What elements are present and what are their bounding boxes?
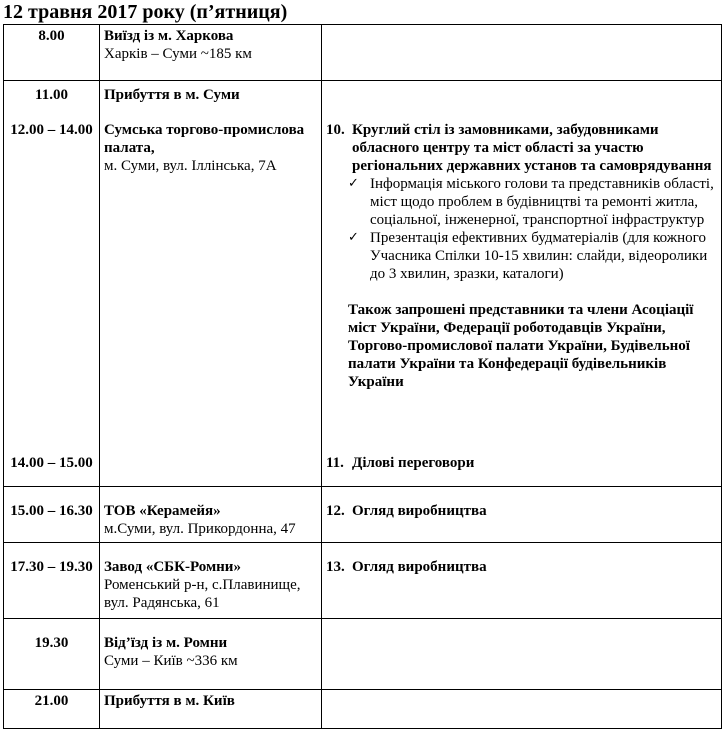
list-item	[348, 175, 721, 229]
list-item	[348, 229, 721, 283]
activity-points	[326, 175, 721, 283]
place-subtitle: Роменський р-н, с.Плавинище, вул. Радянська, 61	[104, 577, 301, 611]
table-row	[4, 487, 722, 543]
table-row	[4, 690, 722, 729]
place-subtitle: м.Суми, вул. Прикордонна, 47	[104, 521, 296, 537]
time-cell: 19.30	[4, 619, 100, 690]
place-cell	[100, 487, 322, 543]
activity-heading	[326, 558, 721, 576]
activity-heading	[326, 502, 721, 520]
place-cell	[100, 81, 322, 119]
check-mark-icon: ✓	[348, 175, 359, 191]
activity-cell	[322, 25, 722, 81]
activity-cell	[322, 452, 722, 487]
place-cell	[100, 543, 322, 619]
table-row	[4, 619, 722, 690]
activity-cell	[322, 81, 722, 119]
activity-cell	[322, 690, 722, 729]
table-row	[4, 25, 722, 81]
place-title: Сумська торгово-промислова палата,	[104, 121, 305, 156]
place-title: Завод «СБК-Ромни»	[104, 559, 241, 575]
activity-cell	[322, 543, 722, 619]
place-subtitle: м. Суми, вул. Іллінська, 7А	[104, 157, 277, 174]
place-cell	[100, 452, 322, 487]
activity-title: Огляд виробництва	[352, 503, 487, 519]
place-title: Прибуття в м. Суми	[104, 87, 240, 103]
time-cell: 17.30 – 19.30	[4, 543, 100, 619]
place-title: Від’їзд із м. Ромни	[104, 635, 228, 651]
table-row	[4, 452, 722, 487]
place-title: ТОВ «Керамейя»	[104, 503, 221, 519]
place-title: Прибуття в м. Київ	[104, 693, 235, 709]
table-row	[4, 543, 722, 619]
time-cell: 8.00	[4, 25, 100, 81]
page-title: 12 травня 2017 року (п’ятниця)	[3, 1, 288, 23]
time-cell: 15.00 – 16.30	[4, 487, 100, 543]
place-cell	[100, 119, 322, 452]
list-item-text: Інформація міського голови та представників області, міст щодо проблем в будівництві та ремонті житла, соціальної, інженерної, транспортної інфраструктур	[370, 175, 714, 228]
activity-heading	[326, 121, 721, 175]
place-cell	[100, 25, 322, 81]
activity-heading	[326, 454, 721, 472]
place-title: Виїзд із м. Харкова	[104, 28, 234, 44]
table-row	[4, 119, 722, 452]
activity-title: Круглий стіл із замовниками, забудовниками обласного центру та міст області за участю регіональних державних установ та самоврядування	[352, 121, 712, 174]
check-mark-icon: ✓	[348, 229, 359, 245]
place-subtitle: Харків – Суми ~185 км	[104, 46, 252, 62]
place-cell	[100, 619, 322, 690]
activity-number: 11.	[326, 454, 344, 471]
activity-number: 12.	[326, 503, 345, 519]
activity-title: Ділові переговори	[352, 454, 475, 471]
activity-cell	[322, 619, 722, 690]
time-cell: 11.00	[4, 81, 100, 119]
activity-number: 13.	[326, 559, 345, 575]
time-cell: 12.00 – 14.00	[4, 119, 100, 452]
schedule-table	[3, 24, 722, 729]
activity-title: Огляд виробництва	[352, 559, 487, 575]
activity-number: 10.	[326, 121, 345, 138]
place-cell	[100, 690, 322, 729]
table-row	[4, 81, 722, 119]
time-cell: 21.00	[4, 690, 100, 729]
time-cell: 14.00 – 15.00	[4, 452, 100, 487]
invited-note: Також запрошені представники та члени Асоціації міст України, Федерації роботодавців України, Торгово-промислової палати України, Будівельної палати України та Конфедерації будівельників України	[348, 301, 694, 390]
activity-cell	[322, 119, 722, 452]
activity-cell	[322, 487, 722, 543]
place-subtitle: Суми – Київ ~336 км	[104, 653, 238, 669]
list-item-text: Презентація ефективних будматеріалів (для кожного Учасника Спілки 10-15 хвилин: слайди, відеоролики до 3 хвилин, зразки, каталоги)	[370, 229, 708, 282]
